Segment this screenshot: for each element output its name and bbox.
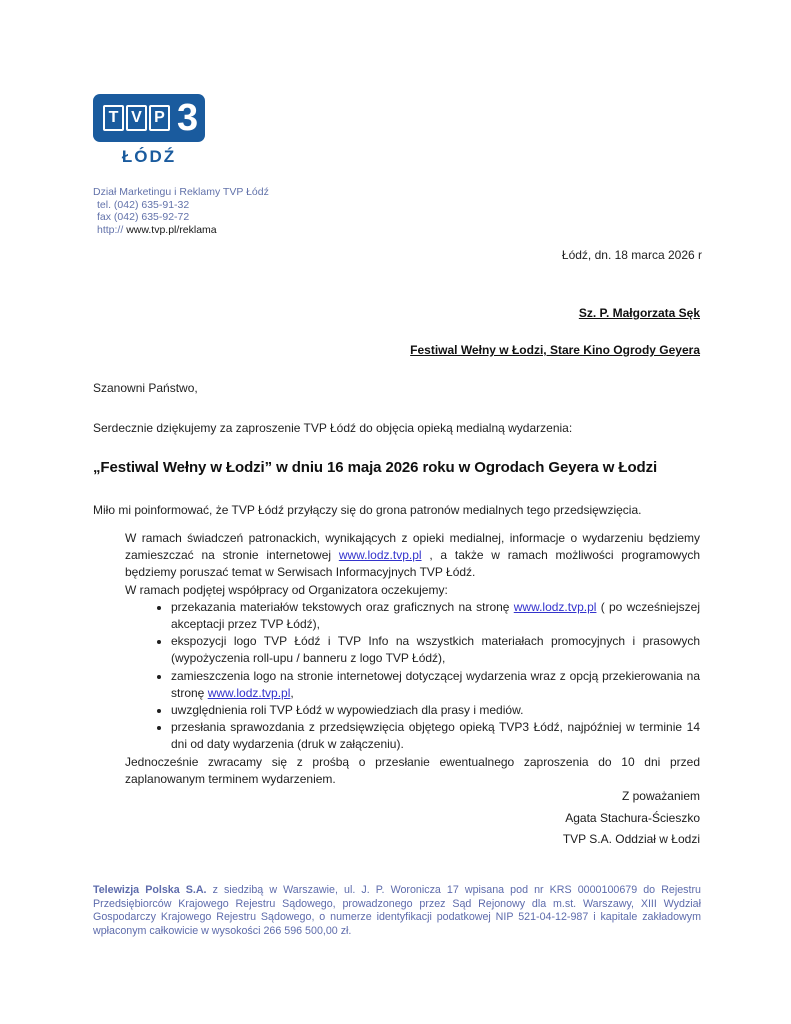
logo-letter-box-t: T: [103, 105, 124, 131]
logo-letter-box-p: P: [149, 105, 170, 131]
bullet-text: przekazania materiałów tekstowych oraz graficznych na stronę: [171, 599, 514, 614]
contact-department: Dział Marketingu i Reklamy TVP Łódź: [93, 186, 269, 198]
main-text-block: [125, 530, 700, 788]
date-line: Łódź, dn. 18 marca 2026 r: [561, 248, 702, 262]
contact-http-prefix: http://: [97, 223, 127, 236]
expectations-intro: W ramach podjętej współpracy od Organizatora oczekujemy:: [125, 582, 448, 597]
addressee-event: Festiwal Wełny w Łodzi, Stare Kino Ogrody Geyera: [410, 343, 700, 357]
lodz-tvp-link-1[interactable]: www.lodz.tvp.pl: [338, 548, 422, 563]
footer-company-name: Telewizja Polska S.A.: [93, 884, 207, 896]
list-item: [171, 702, 700, 719]
logo-city-label: ŁÓDŹ: [121, 147, 177, 166]
logo-number-3: 3: [177, 97, 198, 139]
footer-legal-text: z siedzibą w Warszawie, ul. J. P. Woronicza 17 wpisana pod nr KRS 0000100679 do Rejestru Przedsiębiorców Krajowego Rejestru Sądowego, prowadzonego przez Sąd Rejonowy dla m.st. Warszawy, XIII Wydział Gospodarczy Krajowego Rejestru Sądowego, o numerze identyfikacji podatkowej NIP 521-04-12-987 i kapitale zakładowym wpłaconym całkowicie w wysokości 266 596 500,00 zł.: [93, 884, 701, 937]
contact-block: [93, 186, 269, 236]
bullet-text: zamieszczenia logo na stronie internetowej dotyczącej wydarzenia wraz z opcją przekierowania na stronę: [171, 668, 700, 700]
event-headline: „Festiwal Wełny w Łodzi” w dniu 16 maja 2026 roku w Ogrodach Geyera w Łodzi: [93, 459, 658, 476]
signoff-block: [563, 786, 700, 851]
legal-footer: [93, 884, 701, 938]
benefits-text-1: W ramach świadczeń patronackich, wynikających z opieki medialnej, informacje o wydarzeniu będziemy zamieszczać na stronie internetowej: [125, 531, 700, 563]
bullet-text: ekspozycji logo TVP Łódź i TVP Info na wszystkich materiałach promocyjnych i prasowych (wypożyczenia roll-upu / banneru z logo TVP Łódź),: [171, 634, 700, 666]
tvp3-logo-icon: [93, 94, 205, 142]
signoff-company: TVP S.A. Oddział w Łodzi: [562, 832, 700, 846]
bullet-text: ,: [290, 685, 294, 700]
addressee-name: Sz. P. Małgorzata Sęk: [578, 306, 700, 320]
signoff-name: Agata Stachura-Ścieszko: [565, 810, 700, 825]
expectations-list: [125, 599, 700, 754]
contact-tel: tel. (042) 635-91-32: [97, 198, 190, 211]
contact-url[interactable]: www.tvp.pl/reklama: [126, 223, 217, 236]
benefits-paragraph: [125, 530, 700, 582]
bullet-text: ( po wcześniejszej akceptacji przez TVP Łódź),: [171, 599, 700, 632]
signoff-regards: Z poważaniem: [621, 789, 700, 803]
bullet-text: przesłania sprawozdania z przedsięwzięcia objętego opieką TVP3 Łódź, najpóźniej w terminie 14 dni od daty wydarzenia (druk w załączeniu).: [171, 720, 700, 752]
lodz-tvp-link-3[interactable]: www.lodz.tvp.pl: [207, 685, 291, 700]
list-item: [171, 719, 700, 753]
tvp3-lodz-logo: [93, 94, 205, 167]
list-item: [171, 633, 700, 667]
addressee-block: [410, 306, 700, 357]
benefits-text-2: , a także w ramach możliwości programowych będziemy poruszać temat w Serwisach Informacyjnych TVP Łódź.: [125, 548, 701, 580]
list-item: [171, 599, 700, 633]
logo-letter-box-v: V: [126, 105, 147, 131]
intro-paragraph: Serdecznie dziękujemy za zaproszenie TVP Łódź do objęcia opieką medialną wydarzenia:: [93, 421, 573, 435]
salutation: Szanowni Państwo,: [93, 381, 198, 395]
contact-fax: fax (042) 635-92-72: [97, 211, 190, 224]
bullet-text: uwzględnienia roli TVP Łódź w wypowiedziach dla prasy i mediów.: [171, 703, 524, 718]
contact-web-line: [93, 224, 269, 237]
list-item: [171, 668, 700, 702]
confirmation-paragraph: Miło mi poinformować, że TVP Łódź przyłączy się do grona patronów medialnych tego przedsięwzięcia.: [93, 503, 642, 517]
lodz-tvp-link-2[interactable]: www.lodz.tvp.pl: [513, 599, 597, 614]
closing-request: Jednocześnie zwracamy się z prośbą o przesłanie ewentualnego zaproszenia do 10 dni przed zaplanowanym terminem wydarzeniem.: [125, 754, 700, 786]
